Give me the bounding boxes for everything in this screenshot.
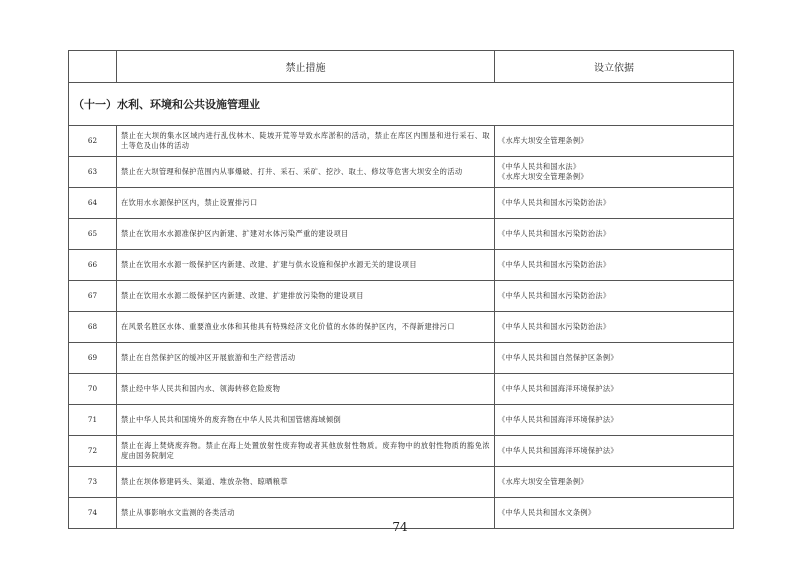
legal-basis-item: 《中华人民共和国海洋环境保护法》: [498, 383, 618, 393]
legal-basis: [495, 467, 734, 498]
prohibition-measure: 禁止经中华人民共和国内水、领海转移危险废物: [117, 374, 495, 405]
row-number: 65: [69, 219, 117, 250]
prohibition-measure: 禁止在饮用水水源准保护区内新建、扩建对水体污染严重的建设项目: [117, 219, 495, 250]
row-number: 72: [69, 436, 117, 467]
legal-basis-item: 《中华人民共和国水法》: [498, 161, 581, 171]
prohibition-table: [68, 50, 734, 529]
legal-basis-item: 《中华人民共和国水文条例》: [498, 507, 596, 517]
prohibition-measure: 禁止中华人民共和国境外的废弃物在中华人民共和国管辖海域倾倒: [117, 405, 495, 436]
legal-basis: [495, 281, 734, 312]
legal-basis: [495, 219, 734, 250]
legal-basis-item: 《水库大坝安全管理条例》: [498, 135, 588, 145]
section-title: （十一）水利、环境和公共设施管理业: [69, 83, 734, 126]
row-number: 73: [69, 467, 117, 498]
legal-basis-item: 《水库大坝安全管理条例》: [498, 476, 588, 486]
legal-basis: [495, 157, 734, 188]
header-measure: 禁止措施: [117, 51, 495, 83]
prohibition-measure: 禁止在大坝的集水区域内进行乱伐林木、陡坡开荒等导致水库淤积的活动，禁止在库区内围垦和进行采石、取土等危及山体的活动: [117, 126, 495, 157]
legal-basis: [495, 188, 734, 219]
row-number: 63: [69, 157, 117, 188]
header-number-cell: [69, 51, 117, 83]
prohibition-measure: 禁止在坝体修建码头、渠道、堆放杂物、晾晒粮草: [117, 467, 495, 498]
row-number: 74: [69, 498, 117, 529]
prohibition-measure: 在饮用水水源保护区内，禁止设置排污口: [117, 188, 495, 219]
legal-basis: [495, 343, 734, 374]
prohibition-measure: 禁止在海上焚烧废弃物。禁止在海上处置放射性废弃物或者其他放射性物质。废弃物中的放射性物质的豁免浓度由国务院制定: [117, 436, 495, 467]
table-row: [69, 126, 734, 157]
table-row: [69, 281, 734, 312]
legal-basis: [495, 436, 734, 467]
prohibition-measure: 禁止在自然保护区的缓冲区开展旅游和生产经营活动: [117, 343, 495, 374]
row-number: 64: [69, 188, 117, 219]
table-row: [69, 157, 734, 188]
legal-basis-item: 《中华人民共和国水污染防治法》: [498, 228, 611, 238]
table-row: [69, 436, 734, 467]
row-number: 66: [69, 250, 117, 281]
table-row: [69, 219, 734, 250]
legal-basis: [495, 374, 734, 405]
legal-basis-item: 《中华人民共和国自然保护区条例》: [498, 352, 618, 362]
table-row: [69, 188, 734, 219]
legal-basis-item: 《中华人民共和国水污染防治法》: [498, 290, 611, 300]
row-number: 68: [69, 312, 117, 343]
row-number: 67: [69, 281, 117, 312]
prohibition-measure: 禁止从事影响水文监测的各类活动: [117, 498, 495, 529]
section-row: [69, 83, 734, 126]
prohibition-measure: 禁止在饮用水水源一级保护区内新建、改建、扩建与供水设施和保护水源无关的建设项目: [117, 250, 495, 281]
row-number: 71: [69, 405, 117, 436]
table-header-row: [69, 51, 734, 83]
prohibition-measure: 在风景名胜区水体、重要渔业水体和其他具有特殊经济文化价值的水体的保护区内，不得新建排污口: [117, 312, 495, 343]
header-basis: 设立依据: [495, 51, 734, 83]
legal-basis: [495, 405, 734, 436]
legal-basis: [495, 126, 734, 157]
row-number: 70: [69, 374, 117, 405]
table-row: [69, 250, 734, 281]
table-row: [69, 312, 734, 343]
row-number: 62: [69, 126, 117, 157]
legal-basis-item: 《中华人民共和国水污染防治法》: [498, 321, 611, 331]
table-row: [69, 467, 734, 498]
legal-basis: [495, 250, 734, 281]
table-row: [69, 374, 734, 405]
legal-basis-item: 《水库大坝安全管理条例》: [498, 172, 588, 181]
page-number: 74: [392, 520, 408, 534]
legal-basis-item: 《中华人民共和国水污染防治法》: [498, 259, 611, 269]
legal-basis-item: 《中华人民共和国水污染防治法》: [498, 197, 611, 207]
legal-basis: [495, 312, 734, 343]
prohibition-measure: 禁止在大坝管理和保护范围内从事爆破、打井、采石、采矿、挖沙、取土、修坟等危害大坝安全的活动: [117, 157, 495, 188]
legal-basis-item: 《中华人民共和国海洋环境保护法》: [498, 445, 618, 455]
row-number: 69: [69, 343, 117, 374]
legal-basis-item: 《中华人民共和国海洋环境保护法》: [498, 414, 618, 424]
prohibition-measure: 禁止在饮用水水源二级保护区内新建、改建、扩建排放污染物的建设项目: [117, 281, 495, 312]
table-row: [69, 405, 734, 436]
table-row: [69, 343, 734, 374]
